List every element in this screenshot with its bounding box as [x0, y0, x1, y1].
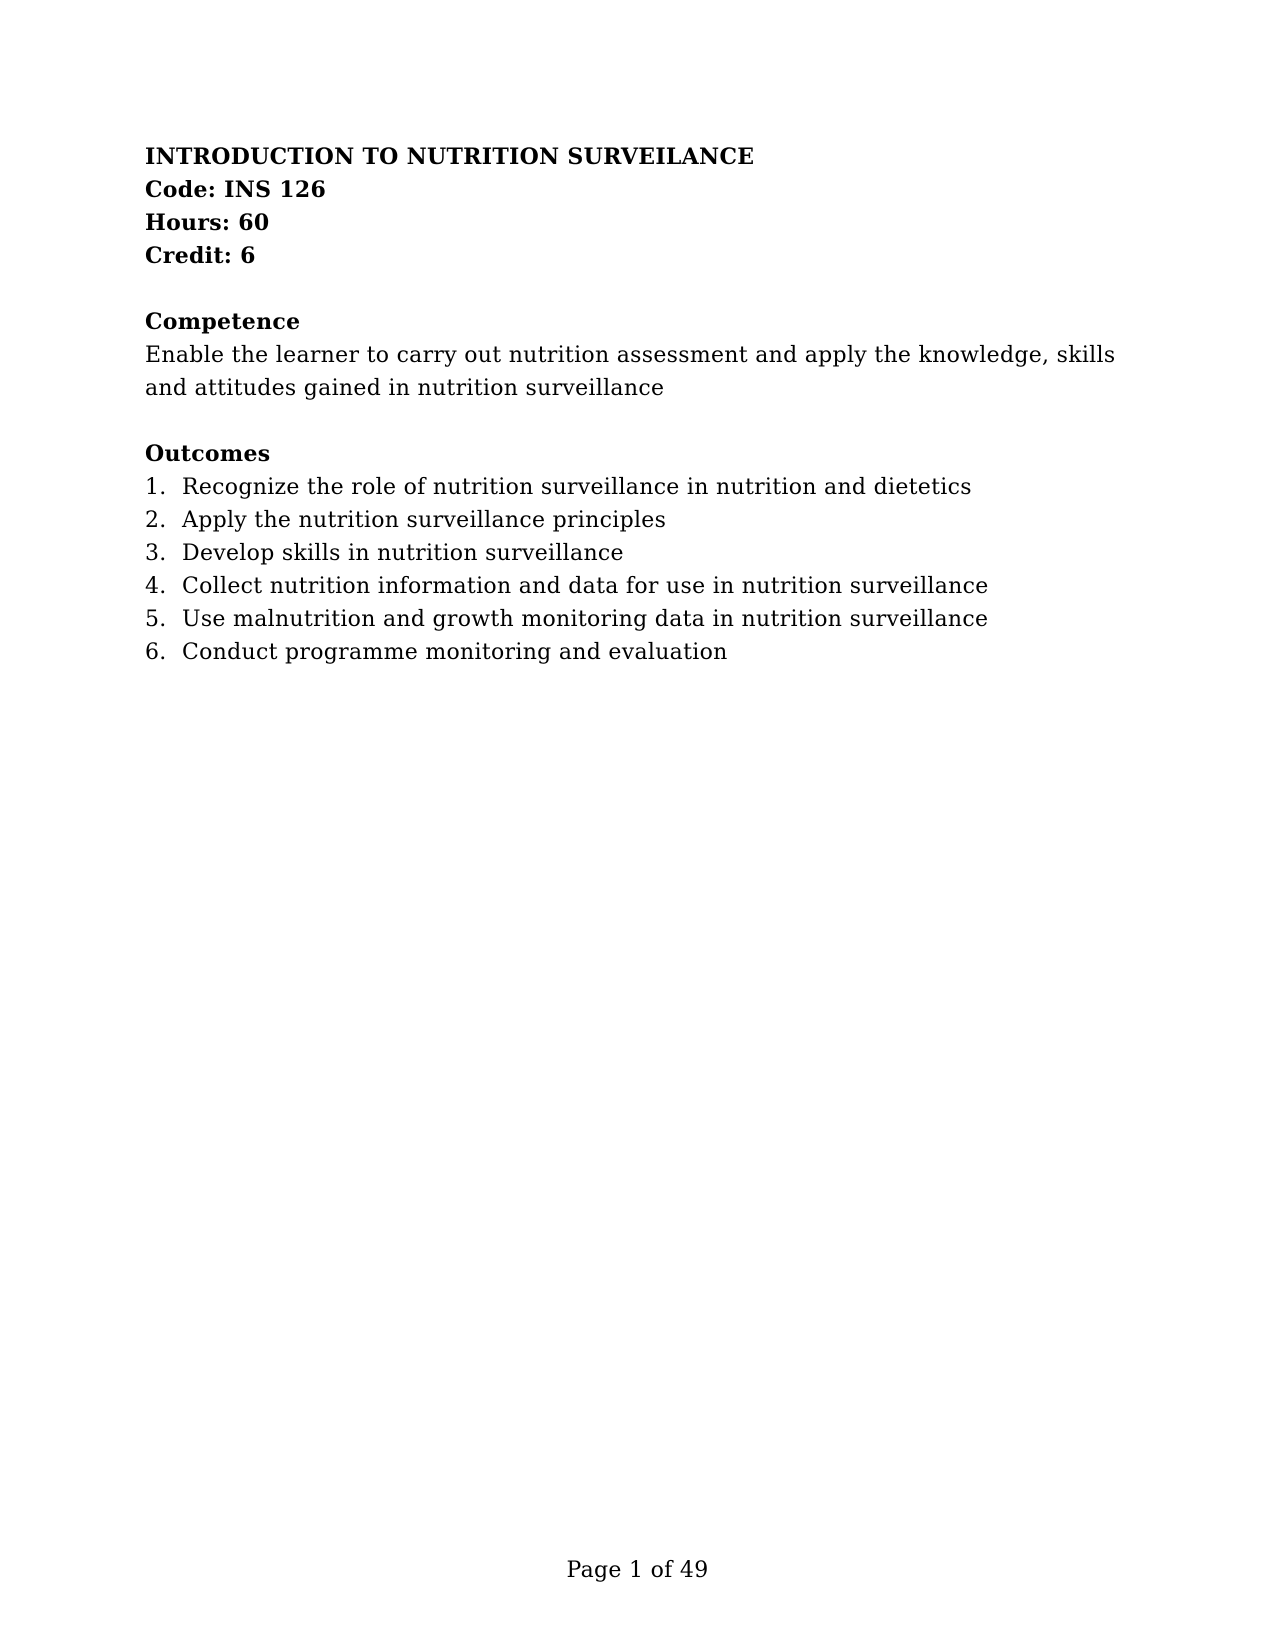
competence-heading: Competence [145, 309, 301, 335]
outcome-item [145, 471, 1137, 504]
course-credit: Credit: 6 [145, 243, 256, 269]
outcome-text: Collect nutrition information and data for use in nutrition surveillance [182, 574, 989, 599]
page-number-footer: Page 1 of 49 [566, 1558, 709, 1583]
outcome-text: Recognize the role of nutrition surveillance in nutrition and dietetics [182, 475, 972, 500]
course-code: Code: INS 126 [145, 177, 327, 203]
course-title: INTRODUCTION TO NUTRITION SURVEILANCE [145, 144, 755, 170]
outcomes-list [145, 471, 1137, 669]
outcome-number: 2. [145, 508, 167, 533]
outcome-item [145, 603, 1137, 636]
outcome-number: 4. [145, 574, 167, 599]
outcome-item [145, 537, 1137, 570]
outcome-number: 1. [145, 475, 167, 500]
outcome-number: 5. [145, 607, 167, 632]
document-content [145, 141, 1137, 669]
outcome-number: 3. [145, 541, 167, 566]
outcome-text: Apply the nutrition surveillance principles [182, 508, 667, 533]
outcome-text: Develop skills in nutrition surveillance [182, 541, 624, 566]
outcome-text: Conduct programme monitoring and evaluation [182, 640, 728, 665]
outcome-item [145, 504, 1137, 537]
course-hours: Hours: 60 [145, 210, 270, 236]
outcome-item [145, 636, 1137, 669]
outcomes-heading: Outcomes [145, 441, 271, 467]
outcome-number: 6. [145, 640, 167, 665]
competence-body: Enable the learner to carry out nutrition assessment and apply the knowledge, skills and attitudes gained in nutrition surveillance [145, 343, 1116, 401]
outcome-text: Use malnutrition and growth monitoring data in nutrition surveillance [182, 607, 989, 632]
outcome-item [145, 570, 1137, 603]
